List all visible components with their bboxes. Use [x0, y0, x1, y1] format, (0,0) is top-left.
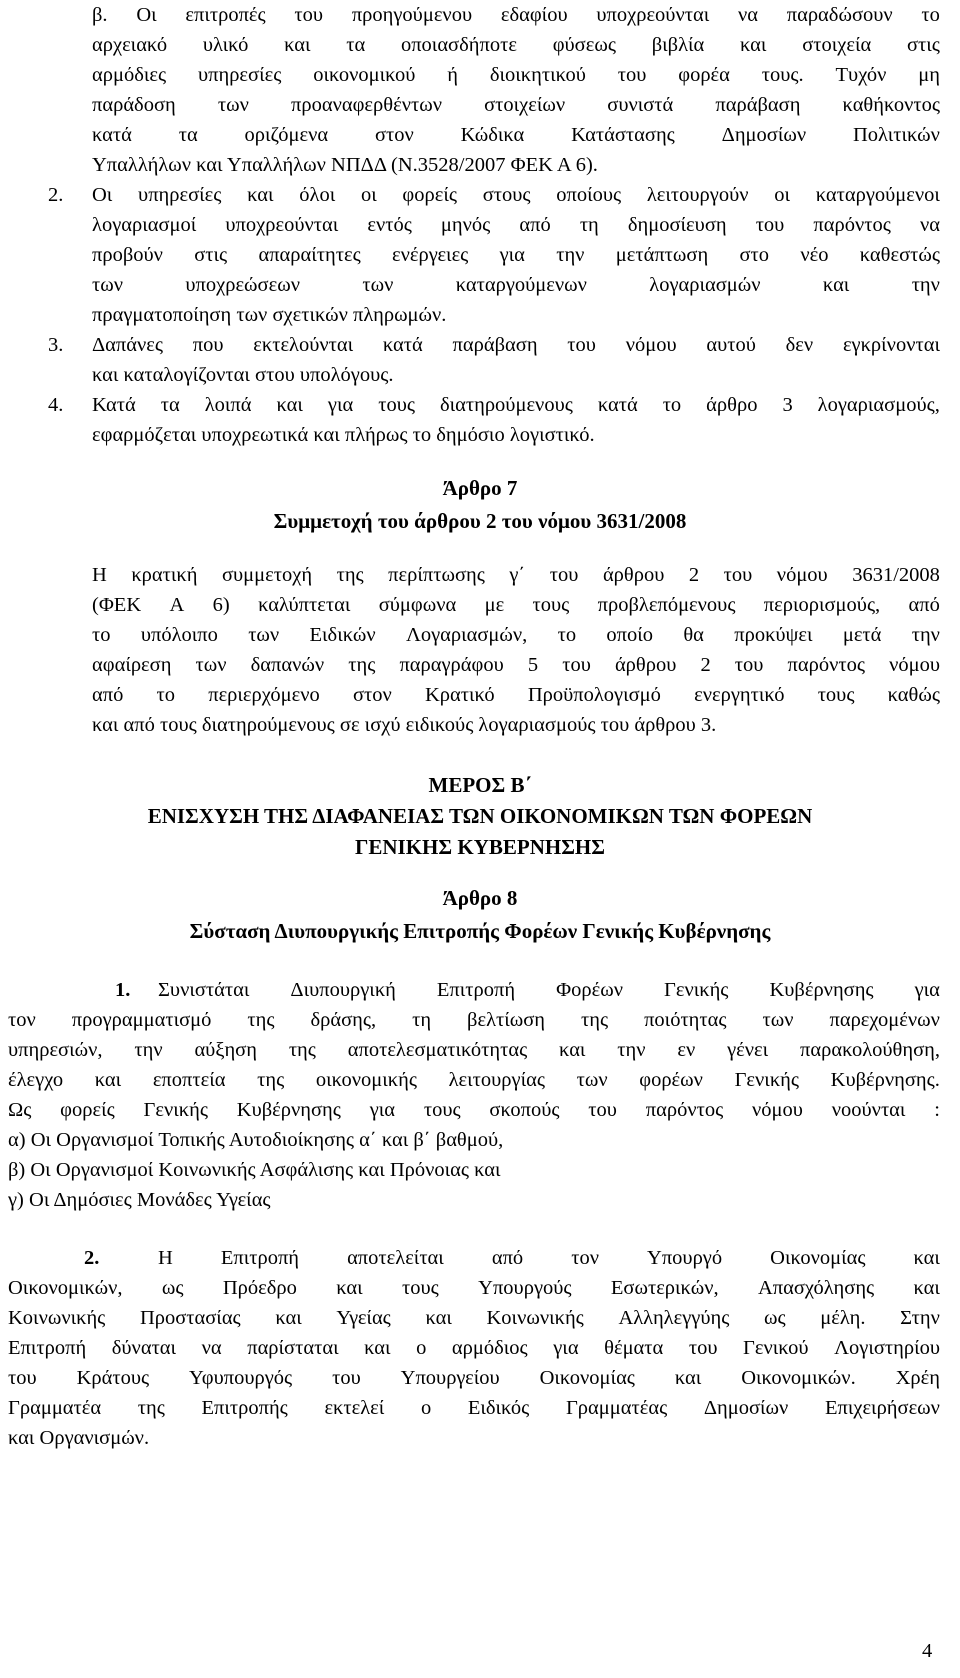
article-8-para-2-first-line: Η Επιτροπή αποτελείται από τον Υπουργό Οικονομίας και [158, 1247, 940, 1269]
item-4-number: 4. [48, 394, 64, 416]
article-8-title: Άρθρο 8 [442, 886, 518, 910]
article-7-title: Άρθρο 7 [442, 476, 518, 500]
item-b-line-6: Υπαλλήλων και Υπαλλήλων ΝΠΔΔ (Ν.3528/2007 ΦΕΚ Α 6). [92, 154, 598, 176]
article-8-para-1-line-6: α) Οι Οργανισμοί Τοπικής Αυτοδιοίκησης α΄ και β΄ βαθμού, [8, 1129, 504, 1151]
article-8-para-2-number: 2. [84, 1247, 100, 1269]
item-4-line-1: Κατά τα λοιπά και για τους διατηρούμενους κατά το άρθρο 3 λογαριασμούς, [92, 394, 940, 416]
article-8-para-1-first-line: Συνιστάται Διυπουργική Επιτροπή Φορέων Γενικής Κυβέρνησης για [158, 979, 940, 1001]
item-b-line-4: παράδοση των προαναφερθέντων στοιχείων συνιστά παράβαση καθήκοντος [92, 94, 940, 116]
item-b-line-5: κατά τα οριζόμενα στον Κώδικα Κατάστασης Δημοσίων Πολιτικών [92, 124, 940, 146]
item-2-line-2: λογαριασμοί υποχρεούνται εντός μηνός από τη δημοσίευση του παρόντος να [92, 214, 940, 236]
article-8-para-2-line-5: του Κράτους Υφυπουργός του Υπουργείου Οικονομίας και Οικονομικών. Χρέη [8, 1367, 940, 1389]
article-8-para-1-number: 1. [115, 979, 131, 1001]
item-b-line-3: αρμόδιες υπηρεσίες οικονομικού ή διοικητικού του φορέα τους. Τυχόν μη [92, 64, 940, 86]
part-b-title-line-1: ΕΝΙΣΧΥΣΗ ΤΗΣ ΔΙΑΦΑΝΕΙΑΣ ΤΩΝ ΟΙΚΟΝΟΜΙΚΩΝ ΤΩΝ ΦΟΡΕΩΝ [147, 804, 813, 828]
article-7-line-1: Η κρατική συμμετοχή της περίπτωσης γ΄ του άρθρου 2 του νόμου 3631/2008 [92, 564, 940, 586]
article-8-para-2-line-6: Γραμματέα της Επιτροπής εκτελεί ο Ειδικός Γραμματέας Δημοσίων Επιχειρήσεων [8, 1397, 940, 1419]
article-8-para-1-line-3: υπηρεσιών, την αύξηση της αποτελεσματικότητας και την εν γένει παρακολούθηση, [8, 1039, 940, 1061]
part-b-title-line-2: ΓΕΝΙΚΗΣ ΚΥΒΕΡΝΗΣΗΣ [355, 835, 605, 859]
item-2-line-5: πραγματοποίηση των σχετικών πληρωμών. [92, 304, 447, 326]
article-7-line-6: και από τους διατηρούμενους σε ισχύ ειδικούς λογαριασμούς του άρθρου 3. [92, 714, 717, 736]
item-3-number: 3. [48, 334, 64, 356]
article-8-para-2-line-3: Κοινωνικής Προστασίας και Υγείας και Κοινωνικής Αλληλεγγύης ως μέλη. Στην [8, 1307, 940, 1329]
article-7-line-2: (ΦΕΚ Α 6) καλύπτεται σύμφωνα με τους προβλεπόμενους περιορισμούς, από [92, 594, 940, 616]
article-7-line-3: το υπόλοιπο των Ειδικών Λογαριασμών, το οποίο θα προκύψει μετά την [92, 624, 940, 646]
article-8-para-2-line-2: Οικονομικών, ως Πρόεδρο και τους Υπουργούς Εσωτερικών, Απασχόλησης και [8, 1277, 940, 1299]
item-3-line-1: Δαπάνες που εκτελούνται κατά παράβαση του νόμου αυτού δεν εγκρίνονται [92, 334, 940, 356]
article-8-para-1-line-5: Ως φορείς Γενικής Κυβέρνησης για τους σκοπούς του παρόντος νόμου νοούνται : [8, 1099, 940, 1121]
item-2-number: 2. [48, 184, 64, 206]
item-b-line-2: αρχειακό υλικό και τα οποιασδήποτε φύσεως βιβλία και στοιχεία στις [92, 34, 940, 56]
article-8-para-1-line-4: έλεγχο και εποπτεία της οικονομικής λειτουργίας των φορέων Γενικής Κυβέρνησης. [8, 1069, 940, 1091]
article-7-subtitle: Συμμετοχή του άρθρου 2 του νόμου 3631/2008 [273, 509, 687, 533]
part-b-heading: ΜΕΡΟΣ Β΄ [428, 773, 532, 797]
article-8-para-1-line-8: γ) Οι Δημόσιες Μονάδες Υγείας [8, 1189, 271, 1211]
article-8-para-1-line-2: τον προγραμματισμό της δράσης, τη βελτίωση της ποιότητας των παρεχομένων [8, 1009, 940, 1031]
page-number: 4 [922, 1640, 933, 1662]
item-b-line-1: β. Οι επιτροπές του προηγούμενου εδαφίου υποχρεούνται να παραδώσουν το [92, 4, 940, 26]
item-4-line-2: εφαρμόζεται υποχρεωτικά και πλήρως το δημόσιο λογιστικό. [92, 424, 595, 446]
article-8-subtitle: Σύσταση Διυπουργικής Επιτροπής Φορέων Γενικής Κυβέρνησης [189, 919, 771, 943]
article-8-para-1-line-7: β) Οι Οργανισμοί Κοινωνικής Ασφάλισης και Πρόνοιας και [8, 1159, 501, 1181]
article-8-para-2-line-7: και Οργανισμών. [8, 1427, 150, 1449]
article-8-para-2-line-4: Επιτροπή δύναται να παρίσταται και ο αρμόδιος για θέματα του Γενικού Λογιστηρίου [8, 1337, 940, 1359]
item-2-line-1: Οι υπηρεσίες και όλοι οι φορείς στους οποίους λειτουργούν οι καταργούμενοι [92, 184, 940, 206]
item-3-line-2: και καταλογίζονται στου υπολόγους. [92, 364, 394, 386]
article-7-line-4: αφαίρεση των δαπανών της παραγράφου 5 του άρθρου 2 του παρόντος νόμου [92, 654, 940, 676]
item-2-line-3: προβούν στις απαραίτητες ενέργειες για την μετάπτωση στο νέο καθεστώς [92, 244, 940, 266]
article-7-line-5: από το περιερχόμενο στον Κρατικό Προϋπολογισμό ενεργητικό τους καθώς [92, 684, 940, 706]
item-2-line-4: των υποχρεώσεων των καταργούμενων λογαριασμών και την [92, 274, 940, 296]
